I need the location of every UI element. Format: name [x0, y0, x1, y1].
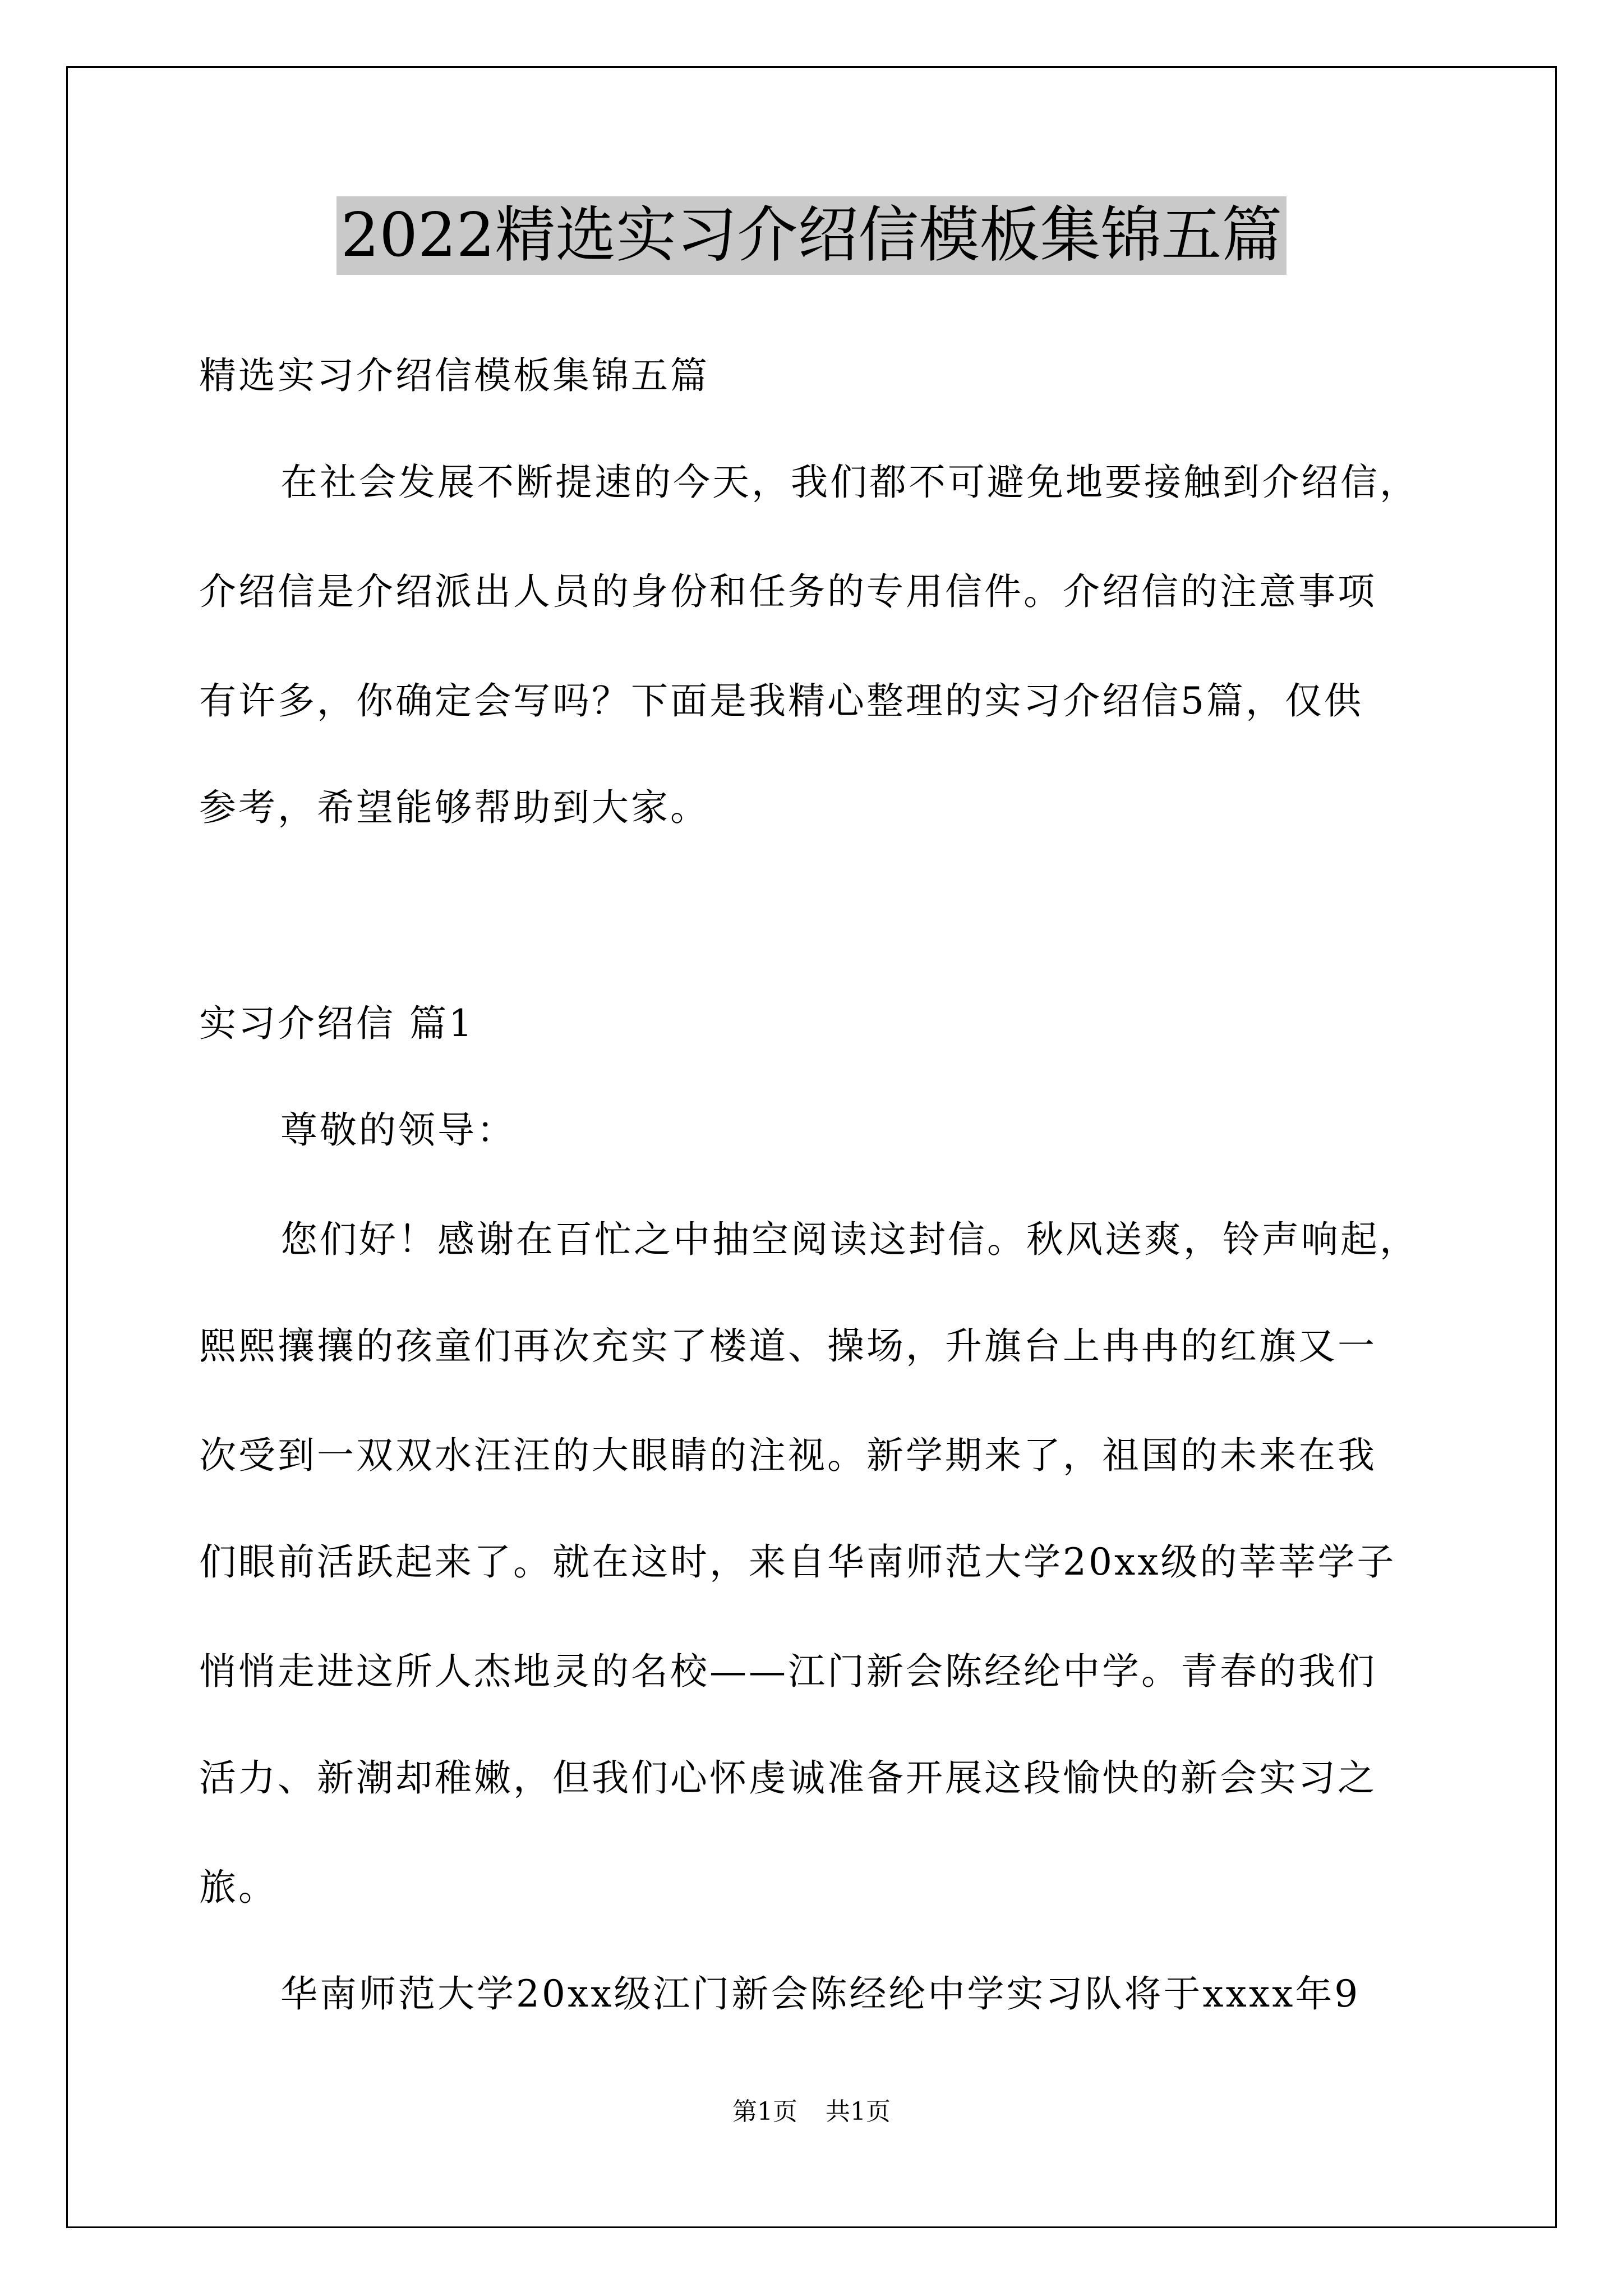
body-line-3: 次受到一双双水汪汪的大眼睛的注视。新学期来了，祖国的未来在我 — [199, 1434, 1377, 1477]
salutation: 尊敬的领导： — [280, 1108, 516, 1152]
title-container — [0, 196, 1623, 275]
body-line-7: 旅。 — [199, 1866, 278, 1909]
body-line-2: 熙熙攘攘的孩童们再次充实了楼道、操场，升旗台上冉冉的红旗又一 — [199, 1324, 1377, 1368]
intro-line-3: 有许多，你确定会写吗？下面是我精心整理的实习介绍信5篇，仅供 — [199, 679, 1363, 723]
intro-line-2: 介绍信是介绍派出人员的身份和任务的专用信件。介绍信的注意事项 — [199, 570, 1377, 613]
section-heading: 实习介绍信 篇1 — [199, 1002, 474, 1045]
body-line-4: 们眼前活跃起来了。就在这时，来自华南师范大学20xx级的莘莘学子 — [199, 1540, 1396, 1584]
document-subtitle: 精选实习介绍信模板集锦五篇 — [199, 354, 709, 397]
body-line-1: 您们好！感谢在百忙之中抽空阅读这封信。秋风送爽，铃声响起， — [280, 1218, 1419, 1261]
document-title: 2022精选实习介绍信模板集锦五篇 — [336, 196, 1287, 275]
page-number: 第1页 — [732, 2097, 797, 2126]
intro-line-4: 参考，希望能够帮助到大家。 — [199, 786, 709, 829]
page-footer — [0, 2095, 1623, 2129]
body-line-5: 悄悄走进这所人杰地灵的名校——江门新会陈经纶中学。青春的我们 — [199, 1650, 1377, 1693]
last-line: 华南师范大学20xx级江门新会陈经纶中学实习队将于xxxx年9 — [280, 1972, 1361, 2016]
page-total: 共1页 — [826, 2097, 891, 2126]
body-line-6: 活力、新潮却稚嫩，但我们心怀虔诚准备开展这段愉快的新会实习之 — [199, 1756, 1377, 1800]
intro-line-1: 在社会发展不断提速的今天，我们都不可避免地要接触到介绍信， — [280, 461, 1419, 504]
